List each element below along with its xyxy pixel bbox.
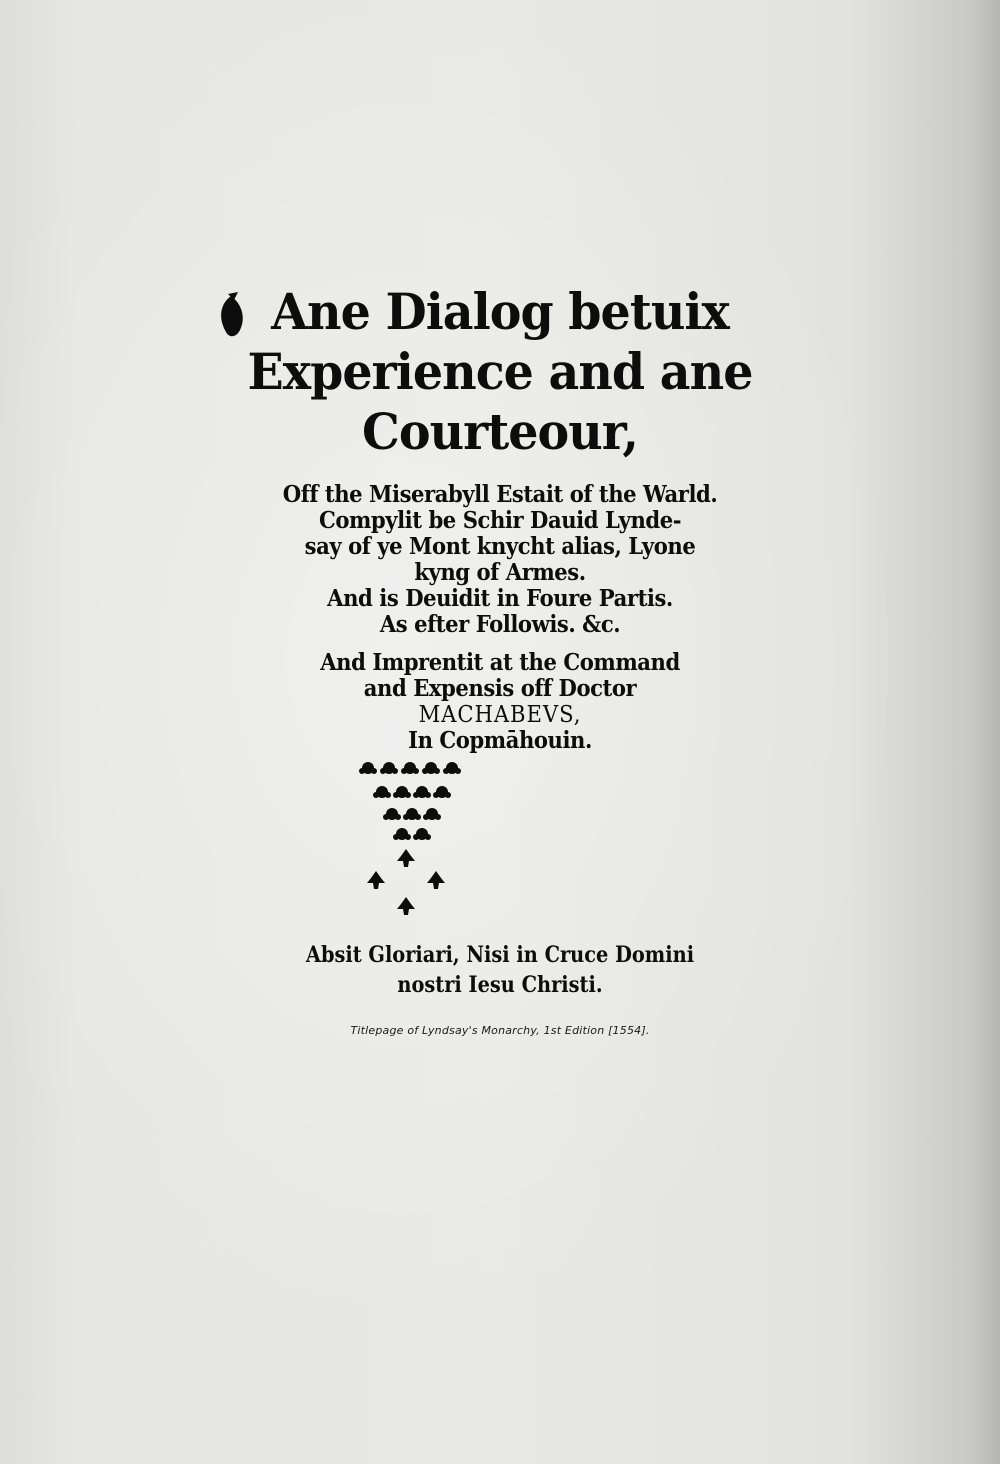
fleuron-icon	[397, 897, 415, 915]
subtitle-line-2: Compylit be Schir Dauid Lynde-	[318, 507, 682, 534]
fleuron-icon	[367, 871, 385, 889]
fleuron-icon	[423, 808, 441, 820]
fleuron-icon	[443, 762, 461, 774]
fleuron-icon	[383, 808, 401, 820]
fleuron-icon	[413, 786, 431, 798]
imprint-line-2: and Expensis off Doctor	[363, 675, 637, 702]
fleuron-icon	[433, 786, 451, 798]
imprint-line-1: And Imprentit at the Command	[320, 649, 680, 676]
title-block	[0, 282, 1000, 462]
fleuron-icon	[413, 828, 431, 840]
fleuron-ornament-group	[350, 756, 470, 924]
figure-caption: Titlepage of Lyndsay's Monarchy, 1st Edition [1554].	[350, 1024, 650, 1037]
imprint-line-3: MACHABEVS,	[418, 702, 582, 728]
fleuron-icon	[403, 808, 421, 820]
subtitle-line-1: Off the Miserabyll Estait of the Warld.	[282, 481, 718, 508]
fleuron-icon	[397, 849, 415, 867]
fleuron-icon	[401, 762, 419, 774]
motto-line-1: Absit Gloriari, Nisi in Cruce Domini	[305, 942, 695, 968]
subtitle-line-3: say of ye Mont knycht alias, Lyone	[304, 533, 696, 560]
motto-line-2: nostri Iesu Christi.	[397, 972, 603, 998]
leaf-ornament-icon	[214, 292, 248, 342]
motto-block	[0, 940, 1000, 1000]
fleuron-icon	[393, 828, 411, 840]
title-line-3: Courteour,	[361, 402, 639, 461]
subtitle-line-5: And is Deuidit in Foure Partis.	[327, 585, 673, 612]
fleuron-icon	[359, 762, 377, 774]
subtitle-line-4: kyng of Armes.	[414, 559, 586, 586]
fleuron-icon	[422, 762, 440, 774]
fleuron-icon	[393, 786, 411, 798]
fleuron-icon	[427, 871, 445, 889]
imprint-block	[0, 650, 1000, 754]
title-line-2: Experience and ane	[247, 342, 753, 401]
fleuron-icon	[373, 786, 391, 798]
title-line-1: Ane Dialog betuix	[271, 282, 729, 341]
imprint-line-4: In Copmāhouin.	[408, 727, 592, 754]
subtitle-line-6: As efter Followis. &c.	[379, 611, 621, 638]
fleuron-icon	[380, 762, 398, 774]
subtitle-block	[0, 482, 1000, 638]
